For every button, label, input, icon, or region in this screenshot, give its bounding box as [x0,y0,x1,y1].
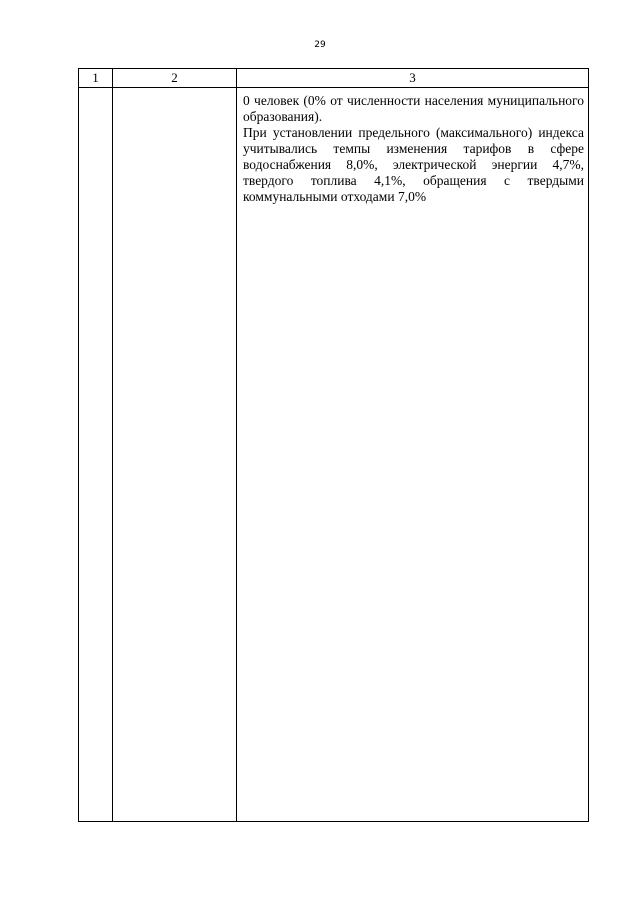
table-cell-col2 [113,88,237,822]
table-cell-col3 [237,88,589,822]
table-header-row [79,69,589,88]
column-header-1: 1 [79,69,113,88]
table-cell-col1 [79,88,113,822]
table-row [79,88,589,822]
cell-text-block [237,88,588,205]
paragraph-tariff-index: При установлении предельного (максимального) индекса учитывались темпы изменения тарифов в сфере водоснабжения 8,0%, электрической энергии 4,7%, твердого топлива 4,1%, обращения с твердыми коммунальными отходами 7,0% [243,125,584,204]
column-header-2: 2 [113,69,237,88]
page-number: 29 [314,40,326,50]
column-header-3: 3 [237,69,589,88]
document-table [78,68,589,822]
paragraph-population: 0 человек (0% от численности населения муниципального образования). [243,93,584,124]
